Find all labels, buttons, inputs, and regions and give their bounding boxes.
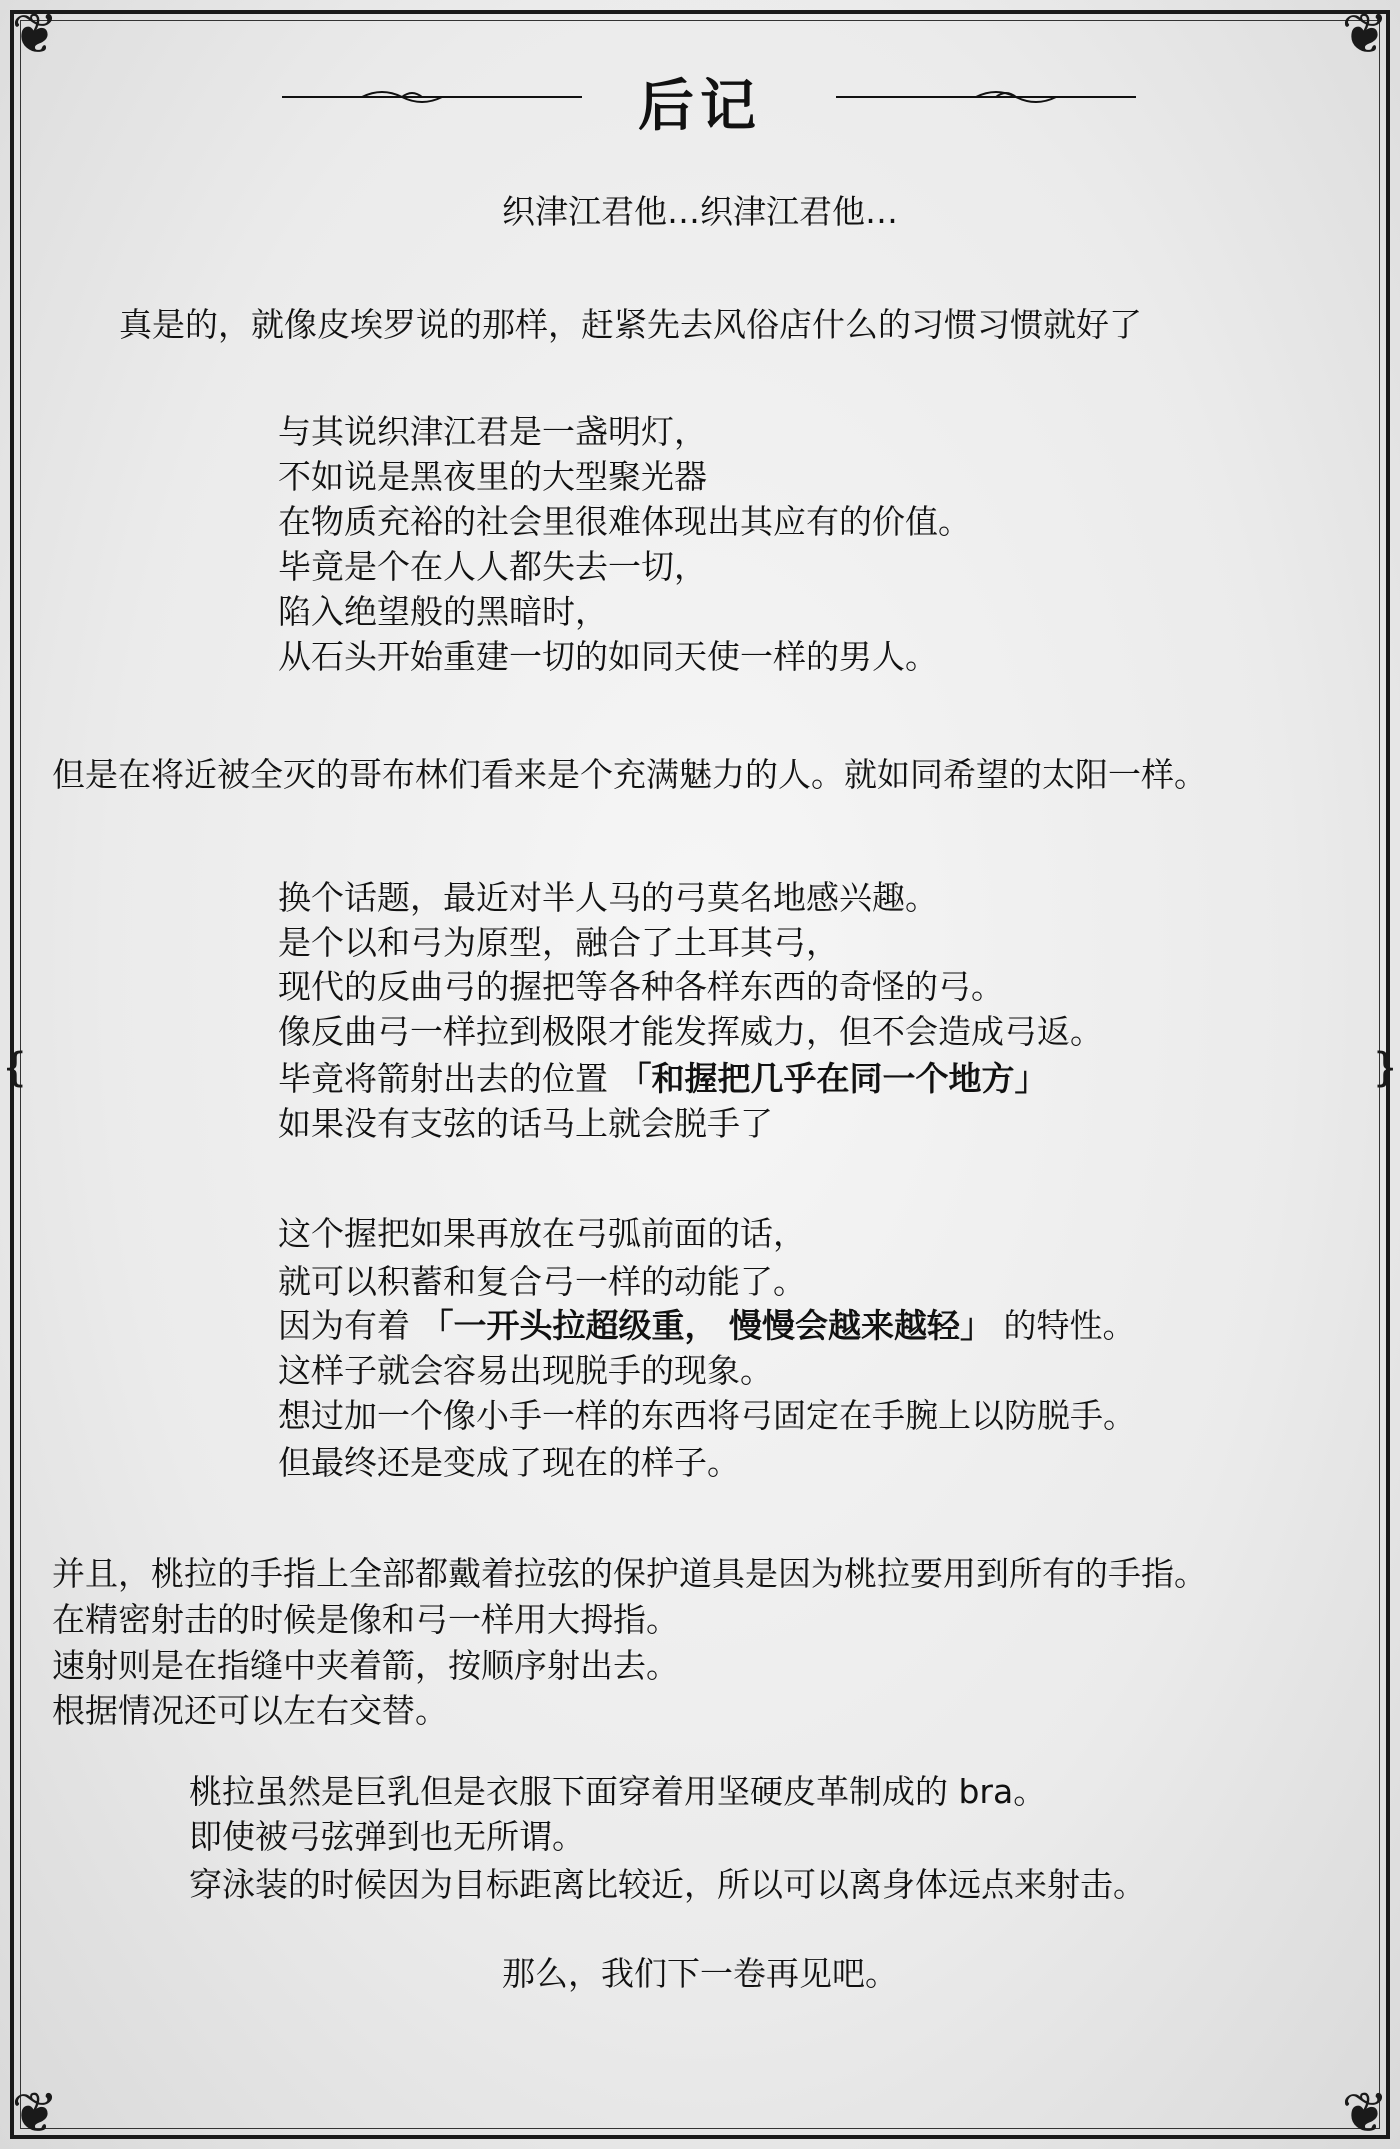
paragraph-line: [278, 1057, 1048, 1101]
side-ornament-icon: }: [1372, 1045, 1398, 1091]
paragraph-line: 这样子就会容易出现脱手的现象。: [278, 1351, 773, 1390]
paragraph-line: 现代的反曲弓的握把等各种各样东西的奇怪的弓。: [278, 967, 1004, 1006]
corner-ornament-icon: ❦: [11, 2, 59, 67]
text-segment: 的特性。: [1003, 1306, 1136, 1345]
paragraph-line: 这个握把如果再放在弓弧前面的话，: [278, 1214, 806, 1253]
paragraph-line: 并且，桃拉的手指上全部都戴着拉弦的保护道具是因为桃拉要用到所有的手指。: [52, 1554, 1207, 1593]
paragraph-line: 速射则是在指缝中夹着箭，按顺序射出去。: [52, 1646, 679, 1685]
page-title: 后记: [638, 74, 762, 139]
paragraph-line: [278, 1304, 1136, 1348]
paragraph-line: 就可以积蓄和复合弓一样的动能了。: [278, 1262, 806, 1301]
paragraph-line: 但是在将近被全灭的哥布林们看来是个充满魅力的人。就如同希望的太阳一样。: [52, 755, 1207, 794]
emphasized-text: 「一开头拉超级重， 慢慢会越来越轻」: [420, 1306, 993, 1345]
paragraph-line: 根据情况还可以左右交替。: [52, 1691, 448, 1730]
paragraph-line: 但最终还是变成了现在的样子。: [278, 1443, 740, 1482]
emphasized-text: 「和握把几乎在同一个地方」: [618, 1059, 1048, 1098]
paragraph-line: 是个以和弓为原型，融合了土耳其弓，: [278, 923, 839, 962]
paragraph-line: 陷入绝望般的黑暗时，: [278, 592, 608, 631]
paragraph-line: 在精密射击的时候是像和弓一样用大拇指。: [52, 1600, 679, 1639]
paragraph-line: 换个话题，最近对半人马的弓莫名地感兴趣。: [278, 878, 938, 917]
paragraph-line: 真是的，就像皮埃罗说的那样，赶紧先去风俗店什么的习惯习惯就好了: [119, 305, 1142, 344]
corner-ornament-icon: ❦: [11, 2081, 59, 2146]
paragraph-line: 从石头开始重建一切的如同天使一样的男人。: [278, 637, 938, 676]
corner-ornament-icon: ❦: [1341, 2081, 1389, 2146]
closing-line: 那么，我们下一卷再见吧。: [502, 1954, 898, 1993]
paragraph-line: 毕竟是个在人人都失去一切，: [278, 547, 707, 586]
paragraph-line: 在物质充裕的社会里很难体现出其应有的价值。: [278, 502, 971, 541]
paragraph-line: 不如说是黑夜里的大型聚光器: [278, 457, 707, 496]
paragraph-line: 与其说织津江君是一盏明灯，: [278, 412, 707, 451]
paragraph-line: 桃拉虽然是巨乳但是衣服下面穿着用坚硬皮革制成的 bra。: [189, 1772, 1047, 1811]
intro-line: 织津江君他…织津江君他…: [502, 192, 898, 231]
paragraph-line: 穿泳装的时候因为目标距离比较近，所以可以离身体远点来射击。: [189, 1865, 1146, 1904]
text-segment: 毕竟将箭射出去的位置: [278, 1059, 608, 1098]
text-segment: 因为有着: [278, 1306, 410, 1345]
paragraph-line: 如果没有支弦的话马上就会脱手了: [278, 1104, 773, 1143]
corner-ornament-icon: ❦: [1341, 2, 1389, 67]
paragraph-line: 即使被弓弦弹到也无所谓。: [189, 1817, 585, 1856]
side-ornament-icon: {: [2, 1045, 28, 1091]
paragraph-line: 像反曲弓一样拉到极限才能发挥威力，但不会造成弓返。: [278, 1012, 1103, 1051]
title-ornament-right-icon: [836, 90, 1136, 104]
paragraph-line: 想过加一个像小手一样的东西将弓固定在手腕上以防脱手。: [278, 1396, 1136, 1435]
